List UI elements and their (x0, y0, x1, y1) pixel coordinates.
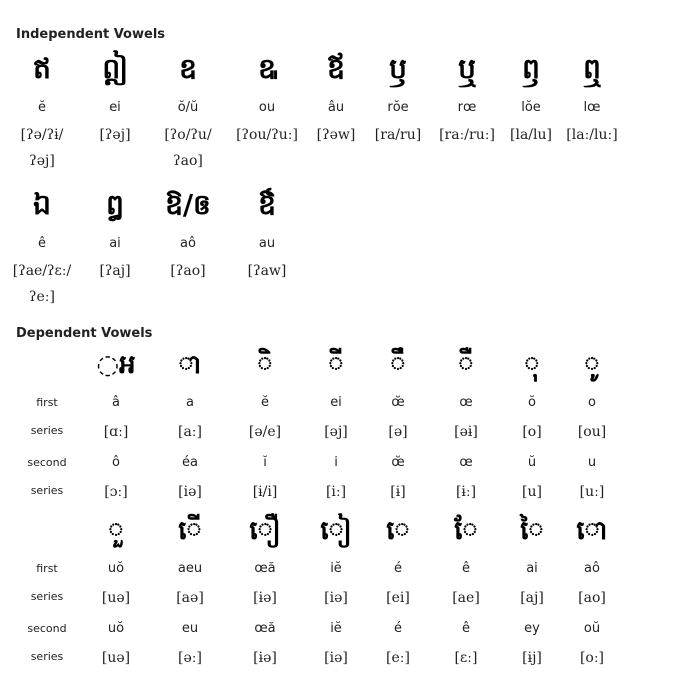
dependent-vowel-second-roman: œă (254, 621, 276, 636)
independent-vowel-romanization: aô (180, 236, 196, 251)
series-row-label: first (36, 396, 58, 409)
dependent-vowel-second-roman: iĕ (330, 621, 342, 636)
independent-vowel-romanization: ei (109, 100, 121, 115)
dependent-vowel-first-ipa: [ei] (386, 590, 410, 606)
dependent-vowel-second-ipa: [ɛː] (454, 650, 478, 666)
dependent-vowel-first-roman: o (588, 395, 596, 410)
dependent-vowel-glyph: ◌ៃ (520, 516, 544, 546)
series-row-label: series (30, 650, 64, 663)
dependent-vowel-second-roman: eu (181, 621, 199, 636)
dependent-vowel-second-ipa: [əː] (178, 650, 202, 666)
dependent-vowel-second-ipa: [iː] (325, 484, 347, 500)
dependent-vowel-second-ipa: [ɨ] (390, 484, 406, 500)
dependent-vowel-second-ipa: [ɨ/i] (252, 484, 278, 500)
independent-vowel-ipa: [la/lu] (510, 127, 552, 143)
dependent-vowel-second-roman: i (334, 455, 338, 470)
independent-vowel-ipa: [ʔae/ʔɛː/ (12, 263, 72, 279)
dependent-vowel-first-ipa: [ɑː] (103, 424, 129, 440)
independent-vowel-ipa: [ra/ru] (374, 127, 422, 143)
dependent-vowel-first-ipa: [aː] (178, 424, 202, 440)
independent-vowels-heading: Independent Vowels (16, 27, 166, 42)
independent-vowel-romanization: ai (109, 236, 121, 251)
dependent-vowel-second-roman: uŏ (107, 621, 125, 636)
dependent-vowel-second-ipa: [u] (522, 484, 542, 500)
independent-vowel-romanization: lŏe (521, 100, 541, 115)
independent-vowel-glyph: ឬ (458, 52, 476, 85)
dependent-vowel-second-roman: u (587, 455, 597, 470)
dependent-vowel-first-roman: aeu (177, 561, 203, 576)
dependent-vowel-first-ipa: [ə/e] (248, 424, 282, 440)
dependent-vowel-first-ipa: [aj] (520, 590, 544, 606)
independent-vowel-ipa: [laː/luː] (566, 127, 618, 143)
dependent-vowel-second-roman: œ̆ (391, 455, 405, 470)
independent-vowel-romanization: rœ (457, 100, 477, 115)
dependent-vowel-first-roman: uŏ (107, 561, 125, 576)
independent-vowel-ipa: ʔeː] (29, 289, 55, 305)
independent-vowel-ipa: ʔəj] (29, 153, 55, 169)
dependent-vowel-first-roman: â (112, 395, 120, 410)
dependent-vowel-glyph: ◌េ (386, 516, 410, 546)
independent-vowel-romanization: ê (38, 236, 46, 251)
dependent-vowel-second-roman: é (394, 621, 402, 636)
dependent-vowel-first-roman: ê (462, 561, 470, 576)
series-row-label: series (30, 484, 64, 497)
dependent-vowel-first-roman: aô (584, 561, 600, 576)
dependent-vowel-second-ipa: [oː] (579, 650, 605, 666)
dependent-vowel-glyph: ◌ា (178, 350, 202, 380)
dependent-vowel-second-ipa: [ɨə] (253, 650, 277, 666)
independent-vowel-glyph: ឫ (389, 52, 407, 85)
dependent-vowel-second-ipa: [iə] (324, 650, 348, 666)
independent-vowel-glyph: ឪ (327, 52, 345, 85)
independent-vowel-ipa: [ʔao] (170, 263, 206, 279)
independent-vowel-glyph: ឯ (33, 188, 51, 221)
independent-vowel-ipa: [ʔou/ʔuː] (236, 127, 298, 143)
dependent-vowel-first-roman: iĕ (330, 561, 342, 576)
independent-vowel-ipa: ʔao] (173, 153, 203, 169)
dependent-vowel-second-ipa: [eː] (386, 650, 410, 666)
dependent-vowel-glyph: ◌ឺ (458, 350, 474, 380)
independent-vowel-glyph: ឭ (522, 52, 540, 85)
dependent-vowel-second-roman: ê (462, 621, 470, 636)
dependent-vowel-glyph: ◌ិ (257, 350, 273, 380)
dependent-vowel-glyph: ◌ឹ (390, 350, 406, 380)
series-row-label: second (27, 622, 67, 635)
dependent-vowel-second-ipa: [ɨː] (455, 484, 477, 500)
dependent-vowel-first-roman: ei (330, 395, 342, 410)
dependent-vowel-glyph: ◌ោ (576, 516, 608, 546)
dependent-vowel-first-roman: œ (459, 395, 473, 410)
independent-vowel-glyph: ឩ (258, 52, 276, 85)
dependent-vowel-glyph: ◌ូ (584, 350, 600, 380)
independent-vowel-romanization: ŏ/ŭ (177, 100, 199, 115)
independent-vowel-glyph: ឥ (33, 52, 51, 85)
dependent-vowel-glyph: ◌អ (96, 350, 136, 380)
dependent-vowel-first-roman: ai (526, 561, 538, 576)
dependent-vowel-second-roman: ô (112, 455, 120, 470)
dependent-vowel-first-ipa: [əɨ] (454, 424, 478, 440)
dependent-vowel-first-roman: œă (254, 561, 276, 576)
dependent-vowel-glyph: ◌ើ (178, 516, 202, 546)
independent-vowel-ipa: [ʔaj] (99, 263, 131, 279)
dependent-vowel-first-ipa: [ao] (578, 590, 606, 606)
dependent-vowel-first-ipa: [uə] (101, 590, 131, 606)
dependent-vowel-first-roman: ŏ (528, 395, 536, 410)
dependent-vowel-glyph: ◌ឿ (249, 516, 281, 546)
independent-vowel-glyph: ឮ (583, 52, 601, 85)
dependent-vowel-second-roman: ŭ (527, 455, 537, 470)
dependent-vowels-heading: Dependent Vowels (16, 326, 153, 341)
dependent-vowel-first-ipa: [iə] (324, 590, 348, 606)
dependent-vowel-glyph: ◌ួ (108, 516, 124, 546)
dependent-vowel-first-ipa: [ou] (577, 424, 607, 440)
dependent-vowel-first-ipa: [ɨə] (253, 590, 277, 606)
dependent-vowel-first-ipa: [əj] (324, 424, 348, 440)
dependent-vowel-second-ipa: [uː] (579, 484, 605, 500)
independent-vowel-romanization: rŏe (387, 100, 409, 115)
dependent-vowel-glyph: ◌ែ (454, 516, 478, 546)
dependent-vowel-glyph: ◌ី (328, 350, 344, 380)
dependent-vowel-second-ipa: [uə] (101, 650, 131, 666)
dependent-vowel-first-ipa: [aə] (176, 590, 204, 606)
dependent-vowel-second-roman: œ (459, 455, 473, 470)
dependent-vowel-glyph: ◌ៀ (320, 516, 352, 546)
independent-vowel-ipa: [raː/ruː] (439, 127, 495, 143)
independent-vowel-glyph: ឱ/ឲ (165, 188, 211, 221)
dependent-vowel-second-ipa: [ɔː] (104, 484, 128, 500)
independent-vowel-romanization: ou (258, 100, 276, 115)
independent-vowel-romanization: lœ (583, 100, 601, 115)
independent-vowel-romanization: âu (327, 100, 345, 115)
independent-vowel-ipa: [ʔəw] (316, 127, 356, 143)
independent-vowel-glyph: ឦ (102, 52, 128, 85)
series-row-label: series (30, 590, 64, 603)
dependent-vowel-second-roman: oŭ (583, 621, 601, 636)
dependent-vowel-first-roman: œ̆ (391, 395, 405, 410)
dependent-vowel-first-roman: ĕ (261, 395, 269, 410)
independent-vowel-ipa: [ʔə/ʔɨ/ (20, 127, 64, 143)
dependent-vowel-second-roman: ĭ (263, 455, 267, 470)
independent-vowel-glyph: ឳ (258, 188, 276, 221)
independent-vowel-glyph: ឰ (106, 188, 124, 221)
series-row-label: first (36, 562, 58, 575)
dependent-vowel-first-roman: é (394, 561, 402, 576)
dependent-vowel-first-ipa: [o] (522, 424, 542, 440)
dependent-vowel-second-roman: ey (524, 621, 540, 636)
independent-vowel-glyph: ឧ (179, 52, 197, 85)
dependent-vowel-first-roman: a (186, 395, 194, 410)
dependent-vowel-first-ipa: [ae] (452, 590, 480, 606)
dependent-vowel-first-ipa: [ə] (388, 424, 408, 440)
series-row-label: series (30, 424, 64, 437)
dependent-vowel-second-ipa: [iə] (178, 484, 202, 500)
dependent-vowel-glyph: ◌ុ (524, 350, 540, 380)
dependent-vowel-second-roman: éa (182, 455, 198, 470)
independent-vowel-ipa: [ʔəj] (99, 127, 131, 143)
independent-vowel-ipa: [ʔo/ʔu/ (164, 127, 212, 143)
series-row-label: second (27, 456, 67, 469)
dependent-vowel-second-ipa: [ɨj] (522, 650, 542, 666)
independent-vowel-romanization: ĕ (38, 100, 46, 115)
independent-vowel-romanization: au (258, 236, 276, 251)
independent-vowel-ipa: [ʔaw] (247, 263, 287, 279)
